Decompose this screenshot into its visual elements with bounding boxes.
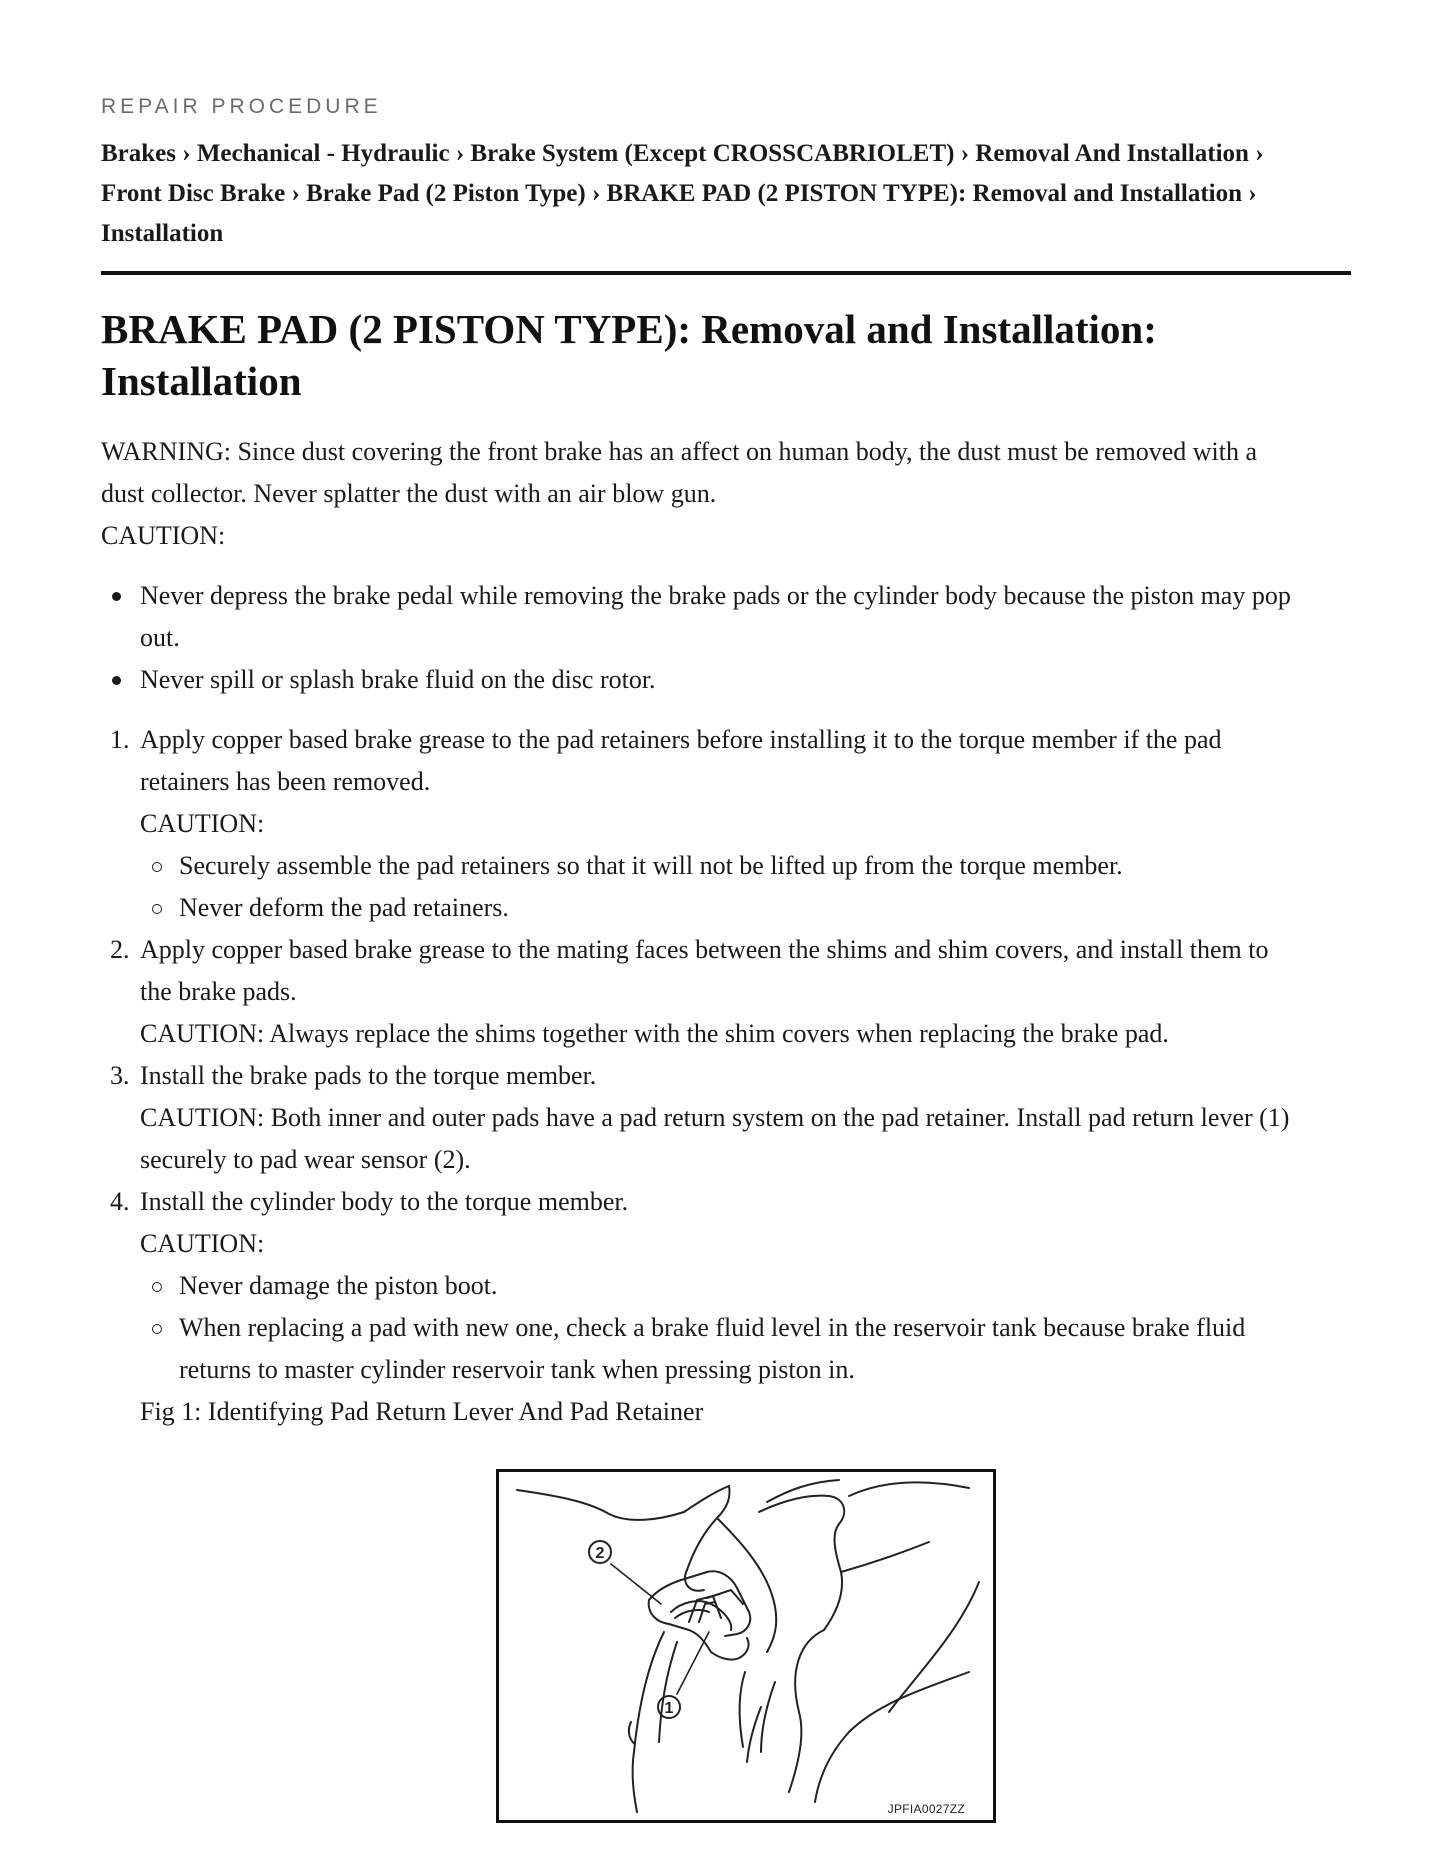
bullet-icon bbox=[112, 676, 121, 685]
callout-label-1: 1 bbox=[664, 1700, 674, 1717]
step-item bbox=[101, 719, 1351, 929]
breadcrumb-separator: › bbox=[455, 140, 465, 167]
breadcrumb-item-mechanical-hydraulic[interactable]: Mechanical - Hydraulic bbox=[196, 140, 450, 167]
callout-label-2: 2 bbox=[595, 1545, 605, 1562]
figure-caption: Fig 1: Identifying Pad Return Lever And Pad Retainer bbox=[140, 1397, 704, 1426]
step-item bbox=[101, 1181, 1351, 1433]
list-item-text: out. bbox=[140, 623, 180, 652]
warning-text-line: dust collector. Never splatter the dust with an air blow gun. bbox=[101, 479, 717, 508]
sub-list-item-text: Never damage the piston boot. bbox=[179, 1271, 498, 1300]
sub-list-item-text: Never deform the pad retainers. bbox=[179, 893, 509, 922]
breadcrumb-separator: › bbox=[1248, 180, 1257, 207]
step-sublist bbox=[140, 845, 1351, 929]
list-item-text: Never spill or splash brake fluid on the disc rotor. bbox=[140, 665, 656, 694]
step-caution: CAUTION: bbox=[140, 1229, 265, 1258]
circle-bullet-icon bbox=[152, 862, 162, 872]
breadcrumb-separator: › bbox=[591, 180, 601, 207]
step-sublist bbox=[140, 1265, 1351, 1391]
caution-list bbox=[101, 575, 1351, 701]
sub-list-item bbox=[140, 887, 1351, 929]
list-item-text: Never depress the brake pedal while removing the brake pads or the cylinder body because the piston may pop bbox=[140, 581, 1291, 610]
breadcrumb-item-front-disc-brake[interactable]: Front Disc Brake bbox=[101, 180, 286, 207]
document-page bbox=[101, 92, 1351, 1829]
list-item bbox=[101, 575, 1351, 659]
step-caution: CAUTION: Both inner and outer pads have a pad return system on the pad retainer. Install pad return lever (1) bbox=[140, 1103, 1290, 1132]
breadcrumb-separator: › bbox=[182, 140, 191, 167]
sub-list-item-text: returns to master cylinder reservoir tank when pressing piston in. bbox=[179, 1355, 855, 1384]
step-caution: securely to pad wear sensor (2). bbox=[140, 1145, 471, 1174]
step-text: Install the cylinder body to the torque member. bbox=[140, 1187, 629, 1216]
section-eyebrow: REPAIR PROCEDURE bbox=[101, 95, 382, 118]
figure-code: JPFIA0027ZZ bbox=[887, 1802, 965, 1816]
step-caution: CAUTION: bbox=[140, 809, 265, 838]
breadcrumb-item-brake-pad-removal[interactable]: BRAKE PAD (2 PISTON TYPE): Removal and Installation bbox=[606, 180, 1243, 207]
warning-paragraph bbox=[101, 431, 1351, 557]
breadcrumb-item-brake-system[interactable]: Brake System (Except CROSSCABRIOLET) bbox=[470, 140, 955, 167]
sub-list-item bbox=[140, 1307, 1351, 1391]
step-text: the brake pads. bbox=[140, 977, 297, 1006]
step-number: 3. bbox=[110, 1061, 130, 1090]
step-number: 2. bbox=[110, 935, 130, 964]
breadcrumb-item-installation[interactable]: Installation bbox=[101, 220, 224, 247]
figure-container bbox=[101, 1469, 1351, 1829]
breadcrumb-item-brake-pad[interactable]: Brake Pad (2 Piston Type) bbox=[306, 180, 586, 207]
breadcrumb bbox=[101, 134, 1351, 254]
installation-steps bbox=[101, 719, 1351, 1433]
circle-bullet-icon bbox=[152, 1324, 162, 1334]
circle-bullet-icon bbox=[152, 904, 162, 914]
breadcrumb-separator: › bbox=[1255, 140, 1264, 167]
sub-list-item-text: When replacing a pad with new one, check a brake fluid level in the reservoir tank because brake fluid bbox=[179, 1313, 1246, 1342]
sub-list-item bbox=[140, 1265, 1351, 1307]
caution-heading: CAUTION: bbox=[101, 521, 226, 550]
step-item bbox=[101, 929, 1351, 1055]
step-text: Apply copper based brake grease to the pad retainers before installing it to the torque member if the pad bbox=[140, 725, 1222, 754]
warning-text-line: WARNING: Since dust covering the front brake has an affect on human body, the dust must be removed with a bbox=[101, 437, 1257, 466]
step-number: 4. bbox=[110, 1187, 130, 1216]
breadcrumb-separator: › bbox=[291, 180, 300, 207]
sub-list-item bbox=[140, 845, 1351, 887]
step-number: 1. bbox=[110, 725, 130, 754]
page-title: BRAKE PAD (2 PISTON TYPE): Removal and Installation: Installation bbox=[101, 306, 1157, 404]
brake-caliper-illustration bbox=[499, 1472, 993, 1820]
step-caution: CAUTION: Always replace the shims together with the shim covers when replacing the brake pad. bbox=[140, 1019, 1169, 1048]
header-divider bbox=[101, 271, 1351, 275]
step-text: retainers has been removed. bbox=[140, 767, 431, 796]
step-text: Install the brake pads to the torque member. bbox=[140, 1061, 597, 1090]
breadcrumb-item-brakes[interactable]: Brakes bbox=[101, 140, 176, 167]
list-item bbox=[101, 659, 1351, 701]
circle-bullet-icon bbox=[152, 1282, 162, 1292]
bullet-icon bbox=[112, 592, 121, 601]
pad-return-lever-figure bbox=[496, 1469, 996, 1823]
step-item bbox=[101, 1055, 1351, 1181]
breadcrumb-item-removal-installation[interactable]: Removal And Installation bbox=[975, 140, 1249, 167]
breadcrumb-separator: › bbox=[960, 140, 970, 167]
step-text: Apply copper based brake grease to the mating faces between the shims and shim covers, and install them to bbox=[140, 935, 1269, 964]
sub-list-item-text: Securely assemble the pad retainers so that it will not be lifted up from the torque member. bbox=[179, 851, 1123, 880]
